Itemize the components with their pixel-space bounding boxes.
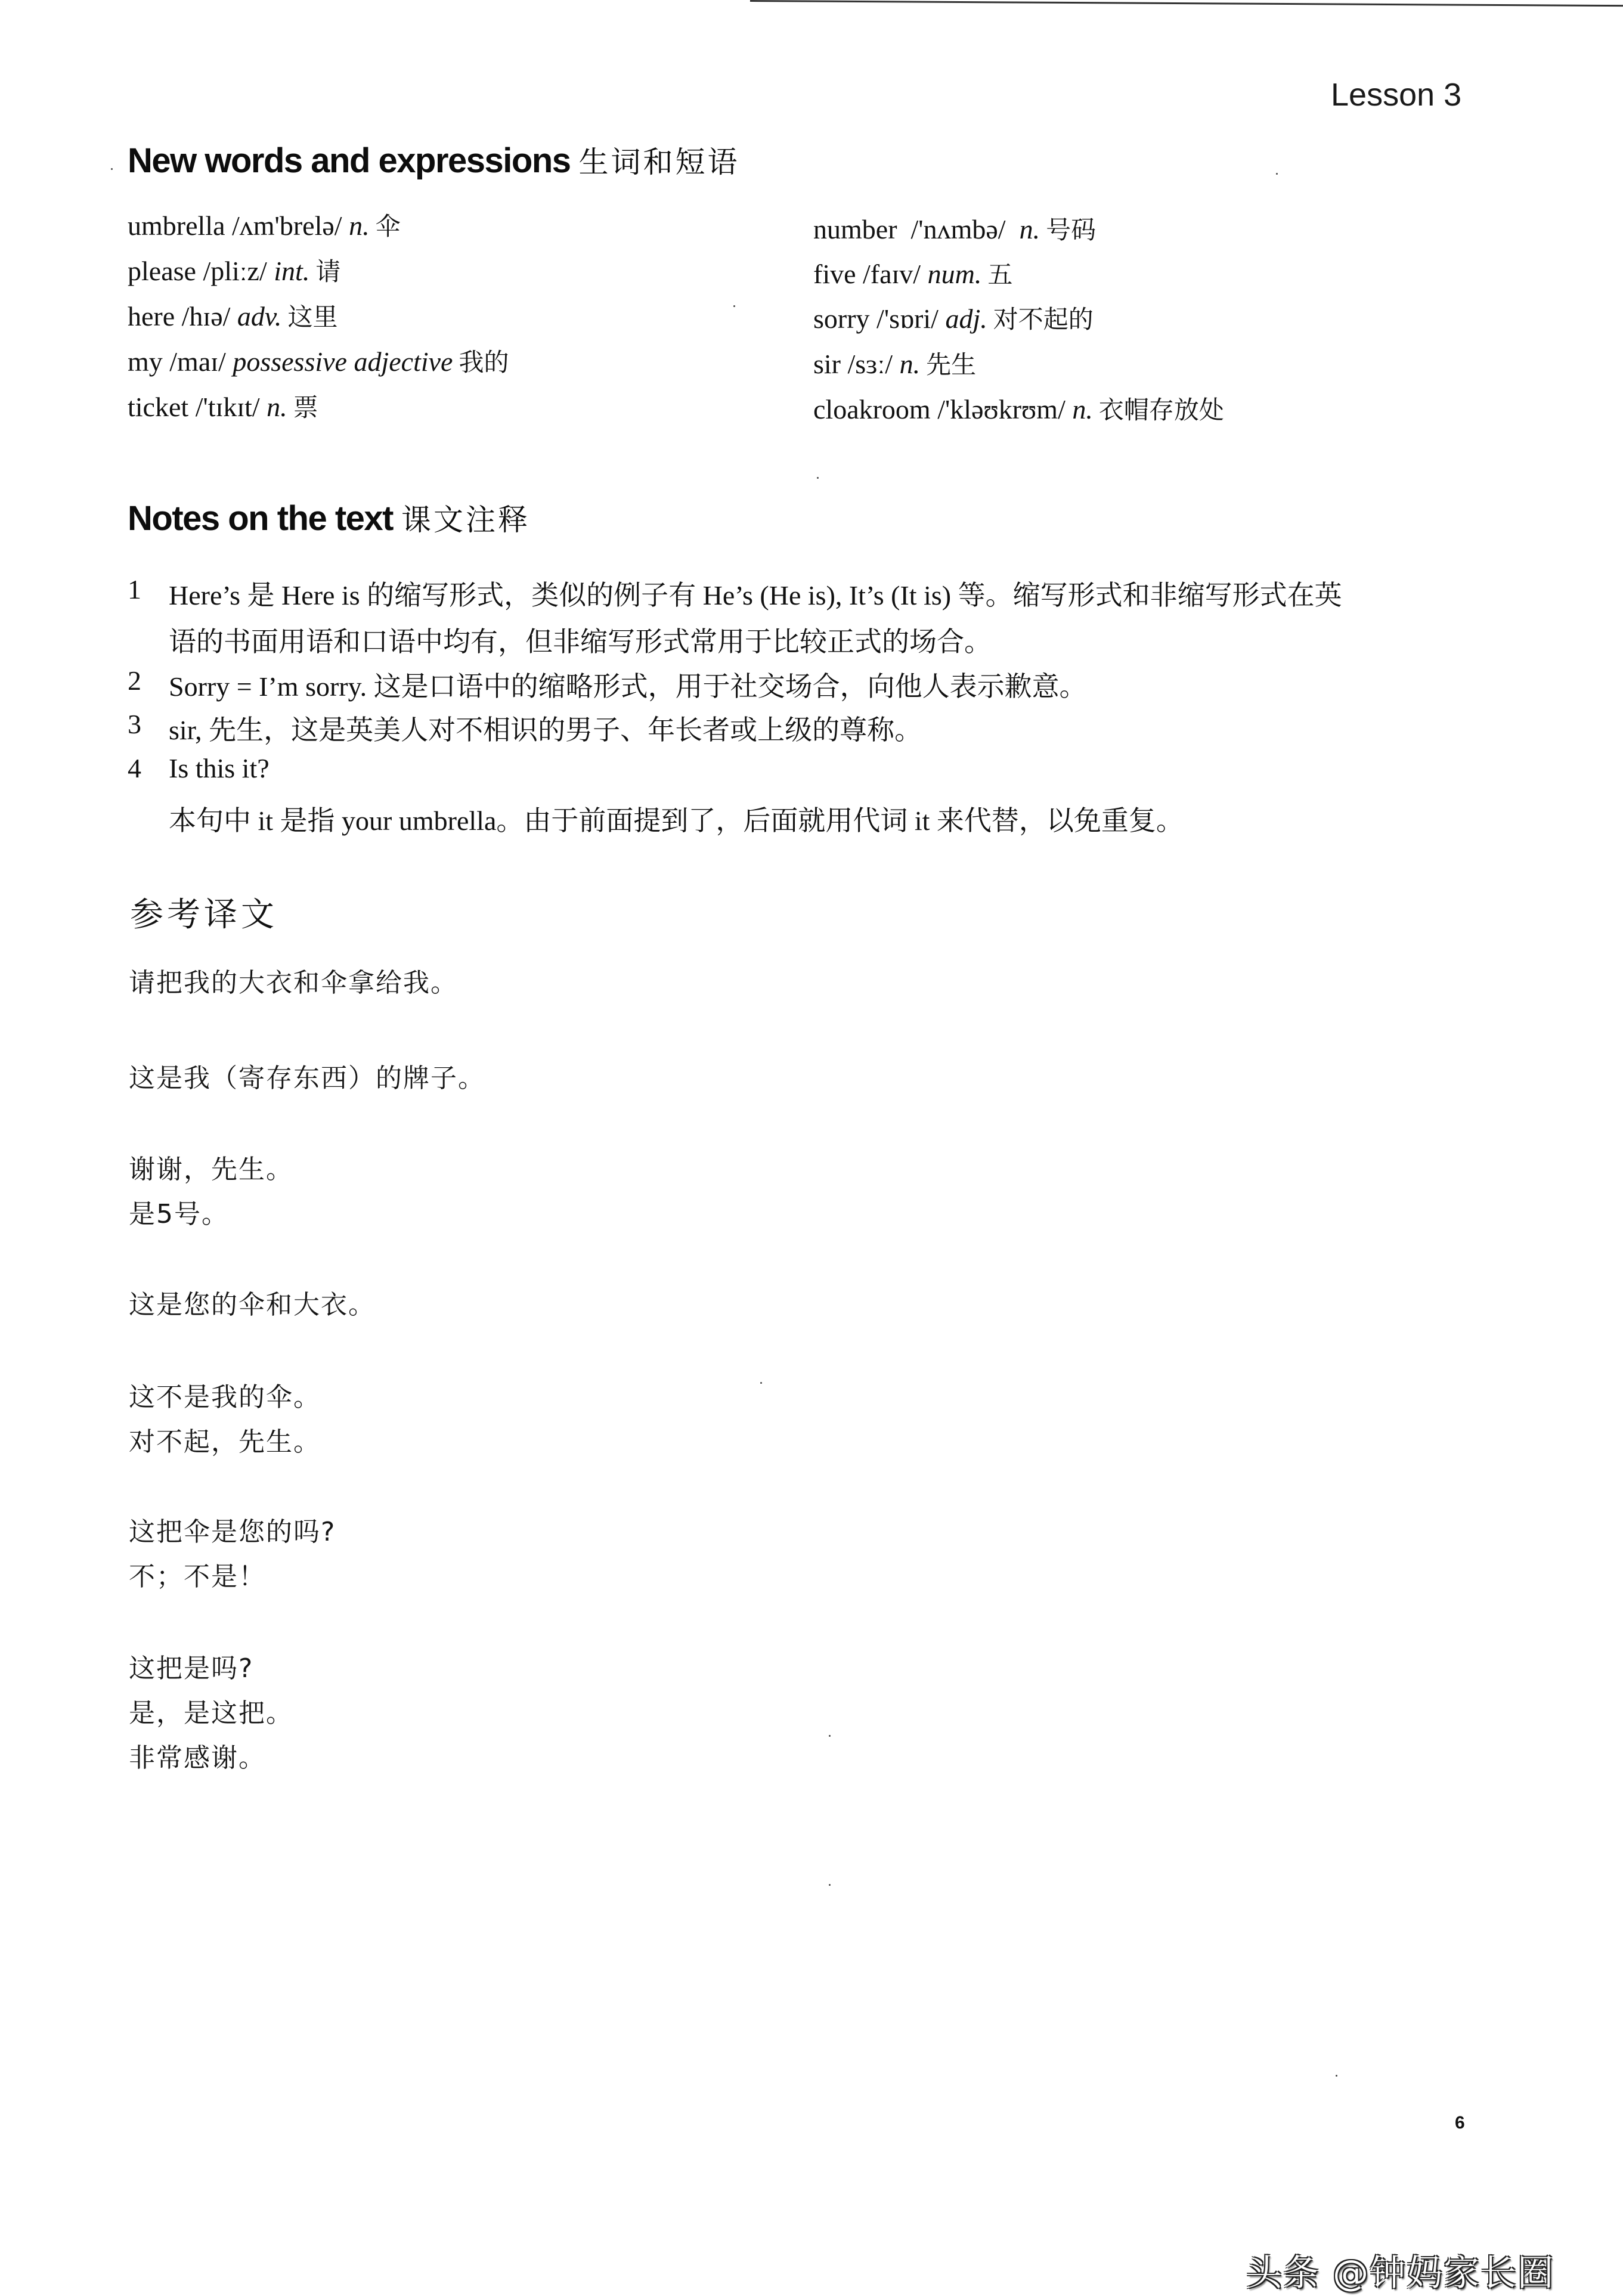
- vocab-item: [128, 393, 318, 421]
- vocab-meaning: 号码: [1046, 215, 1097, 244]
- translation-line: 不；不是！: [129, 1561, 266, 1592]
- vocab-pos: n.: [349, 210, 370, 241]
- translation-line: 谢谢，先生。: [129, 1154, 293, 1185]
- note-line: 语的书面用语和口语中均有，但非缩写形式常用于比较正式的场合。: [169, 627, 992, 657]
- vocab-item: [128, 303, 337, 330]
- vocab-phonetic: /maɪ/: [169, 346, 226, 377]
- scan-speck: [1276, 173, 1278, 175]
- translation-line: 这把伞是您的吗?: [129, 1517, 336, 1547]
- translation-line: 是5号。: [129, 1199, 229, 1229]
- vocab-item: [128, 212, 401, 240]
- vocab-word: sorry: [813, 303, 870, 334]
- note-line: 本句中 it 是指 your umbrella。由于前面提到了，后面就用代词 it 来代替，以免重复。: [169, 805, 1184, 836]
- lesson-label: Lesson 3: [1331, 77, 1462, 113]
- vocab-item: [813, 305, 1094, 333]
- new-words-heading-en: New words and expressions: [128, 141, 571, 180]
- vocab-word: ticket: [128, 392, 189, 422]
- vocab-word: please: [128, 256, 196, 286]
- note-line: Here’s 是 Here is 的缩写形式，类似的例子有 He’s (He is), It’s (It is) 等。缩写形式和非缩写形式在英: [169, 580, 1342, 611]
- vocab-item: [813, 351, 976, 378]
- vocab-phonetic: /'tɪkɪt/: [195, 392, 260, 422]
- translation-heading: 参考译文: [130, 896, 278, 934]
- watermark: 头条 @钟妈家长圈: [1246, 2252, 1555, 2294]
- vocab-word: sir: [813, 349, 841, 379]
- vocab-meaning: 对不起的: [993, 305, 1094, 334]
- vocab-word: here: [128, 301, 175, 331]
- vocab-meaning: 五: [987, 260, 1013, 289]
- vocab-meaning: 我的: [459, 348, 509, 377]
- vocab-pos: adj.: [945, 303, 987, 334]
- vocab-item: [128, 348, 509, 376]
- vocab-item: [813, 396, 1224, 423]
- vocab-pos: int.: [274, 256, 310, 286]
- vocab-item: [813, 216, 1096, 243]
- vocab-meaning: 请: [315, 257, 341, 286]
- vocab-word: five: [813, 259, 856, 289]
- vocab-pos: possessive adjective: [233, 346, 453, 377]
- vocab-phonetic: /'sɒri/: [876, 303, 939, 334]
- top-page-edge-line: [750, 0, 1623, 7]
- vocab-meaning: 先生: [926, 350, 977, 379]
- scan-speck: [1336, 2075, 1337, 2077]
- vocab-word: my: [128, 346, 163, 377]
- vocab-phonetic: /ʌm'brelə/: [232, 210, 342, 241]
- note-line: Sorry = I’m sorry. 这是口语中的缩略形式，用于社交场合，向他人表示歉意。: [169, 671, 1087, 702]
- notes-heading: [128, 496, 530, 539]
- notes-heading-zh: 课文注释: [401, 503, 530, 537]
- vocab-phonetic: /hɪə/: [181, 301, 231, 331]
- scan-speck: [111, 168, 113, 170]
- vocab-pos: adv.: [237, 301, 282, 331]
- vocab-word: umbrella: [128, 210, 225, 241]
- scan-speck: [760, 1382, 762, 1384]
- scan-speck: [829, 1735, 831, 1737]
- vocab-item: [128, 258, 340, 285]
- vocab-word: number: [813, 214, 897, 244]
- note-number: 4: [128, 753, 141, 783]
- translation-line: 是，是这把。: [129, 1698, 293, 1728]
- vocab-meaning: 伞: [375, 212, 401, 241]
- vocab-phonetic: /'nʌmbə/: [910, 214, 1006, 244]
- note-line: Is this it?: [169, 753, 270, 783]
- translation-line: 对不起，先生。: [129, 1427, 321, 1457]
- new-words-heading: [128, 138, 740, 181]
- vocab-pos: n.: [899, 349, 921, 379]
- vocab-phonetic: /pliːz/: [203, 256, 267, 286]
- notes-heading-en: Notes on the text: [128, 499, 393, 538]
- vocab-meaning: 衣帽存放处: [1098, 395, 1224, 425]
- scan-speck: [829, 1884, 831, 1886]
- vocab-pos: n.: [267, 392, 287, 422]
- vocab-pos: n.: [1072, 394, 1093, 425]
- vocab-phonetic: /'kləʊkrʊm/: [937, 394, 1066, 425]
- note-line: sir, 先生，这是英美人对不相识的男子、年长者或上级的尊称。: [169, 715, 922, 745]
- translation-line: 这把是吗?: [129, 1653, 254, 1684]
- vocab-word: cloakroom: [813, 394, 931, 425]
- note-number: 2: [128, 665, 141, 696]
- scan-speck: [817, 477, 819, 479]
- vocab-meaning: 票: [293, 393, 318, 422]
- scan-speck: [733, 305, 735, 307]
- vocab-phonetic: /faɪv/: [863, 259, 921, 289]
- translation-line: 这不是我的伞。: [129, 1382, 321, 1412]
- new-words-heading-zh: 生词和短语: [578, 145, 740, 179]
- note-number: 1: [128, 574, 141, 605]
- translation-line: 非常感谢。: [129, 1743, 266, 1773]
- page-number: 6: [1455, 2113, 1465, 2133]
- vocab-pos: n.: [1019, 214, 1040, 244]
- translation-line: 这是您的伞和大衣。: [129, 1290, 376, 1320]
- vocab-pos: num.: [927, 259, 982, 289]
- translation-line: 这是我（寄存东西）的牌子。: [129, 1063, 485, 1093]
- translation-line: 请把我的大衣和伞拿给我。: [129, 968, 458, 998]
- vocab-phonetic: /sɜː/: [847, 349, 893, 379]
- vocab-item: [813, 261, 1012, 288]
- note-number: 3: [128, 709, 141, 739]
- vocab-meaning: 这里: [287, 302, 338, 331]
